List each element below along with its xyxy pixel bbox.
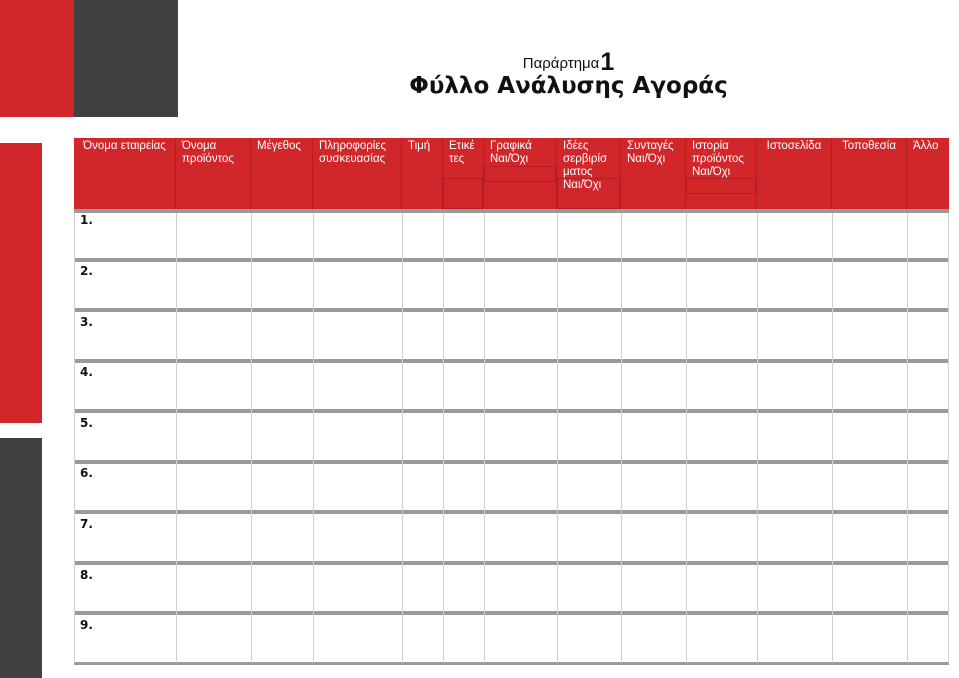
title-area xyxy=(178,0,959,117)
column-divider xyxy=(948,213,949,663)
row-separator xyxy=(74,409,949,413)
row-separator xyxy=(74,510,949,514)
col-header-size xyxy=(251,138,313,209)
deco-gray-top-mid xyxy=(74,0,178,117)
row-number: 2. xyxy=(80,264,93,278)
col-header-product-name xyxy=(176,138,251,209)
row-separator xyxy=(74,460,949,464)
row-number: 3. xyxy=(80,315,93,329)
column-divider xyxy=(74,213,75,663)
col-header-label: Γραφικά Ναι/Όχι xyxy=(490,140,532,165)
row-number: 9. xyxy=(80,618,93,632)
row-separator xyxy=(74,561,949,565)
column-divider xyxy=(484,213,485,663)
column-divider xyxy=(251,213,252,663)
row-number: 6. xyxy=(80,466,93,480)
row-number: 1. xyxy=(80,213,93,227)
appendix-number: 1 xyxy=(600,48,615,76)
col-header-recipes xyxy=(621,138,686,209)
col-header-company xyxy=(74,138,176,209)
column-divider xyxy=(443,213,444,663)
header-subcell xyxy=(443,178,483,209)
column-divider xyxy=(832,213,833,663)
col-header-location xyxy=(832,138,907,209)
page-title: Φύλλο Ανάλυσης Αγοράς xyxy=(409,73,728,99)
column-divider xyxy=(402,213,403,663)
table-header xyxy=(74,138,949,209)
row-number: 7. xyxy=(80,517,93,531)
col-header-labels xyxy=(443,138,484,209)
col-header-product-history xyxy=(686,138,757,209)
col-header-label: Άλλο xyxy=(913,140,939,152)
col-header-packaging-info xyxy=(313,138,402,209)
row-number: 5. xyxy=(80,416,93,430)
col-header-label: Συνταγές Ναι/Όχι xyxy=(627,140,674,165)
col-header-serving-ideas xyxy=(557,138,621,209)
row-separator xyxy=(74,258,949,262)
col-header-label: Ετικέ τες xyxy=(449,140,475,165)
col-header-label: Όνομα προϊόντος xyxy=(182,140,234,165)
col-header-label: Τιμή xyxy=(408,140,431,152)
deco-gray-left-column xyxy=(0,438,42,678)
column-divider xyxy=(176,213,177,663)
col-header-label: Ιδέες σερβιρίσ ματος Ναι/Όχι xyxy=(563,140,608,191)
col-header-label: Ιστορία προϊόντος Ναι/Όχι xyxy=(692,140,744,178)
column-divider xyxy=(621,213,622,663)
deco-red-left-column xyxy=(0,143,42,423)
row-separator xyxy=(74,209,949,213)
col-header-label: Μέγεθος xyxy=(257,140,301,152)
header-subcell xyxy=(557,178,620,209)
column-divider xyxy=(313,213,314,663)
col-header-other xyxy=(907,138,949,209)
col-header-graphics xyxy=(484,138,557,209)
row-separator xyxy=(74,359,949,363)
appendix-text: Παράρτημα xyxy=(522,55,600,72)
col-header-label: Όνομα εταιρείας xyxy=(83,140,166,152)
col-header-label: Τοποθεσία xyxy=(842,140,896,152)
row-separator xyxy=(74,611,949,615)
row-separator xyxy=(74,308,949,312)
deco-red-top-left xyxy=(0,0,74,117)
col-header-label: Ιστοσελίδα xyxy=(766,140,822,152)
header-subcell xyxy=(686,178,756,194)
col-header-website xyxy=(757,138,832,209)
header-subcell xyxy=(484,166,556,182)
column-divider xyxy=(557,213,558,663)
row-number: 4. xyxy=(80,365,93,379)
row-number: 8. xyxy=(80,568,93,582)
column-divider xyxy=(686,213,687,663)
col-header-price xyxy=(402,138,443,209)
row-separator xyxy=(74,662,949,665)
column-divider xyxy=(757,213,758,663)
column-divider xyxy=(907,213,908,663)
col-header-label: Πληροφορίες συσκευασίας xyxy=(319,140,387,165)
